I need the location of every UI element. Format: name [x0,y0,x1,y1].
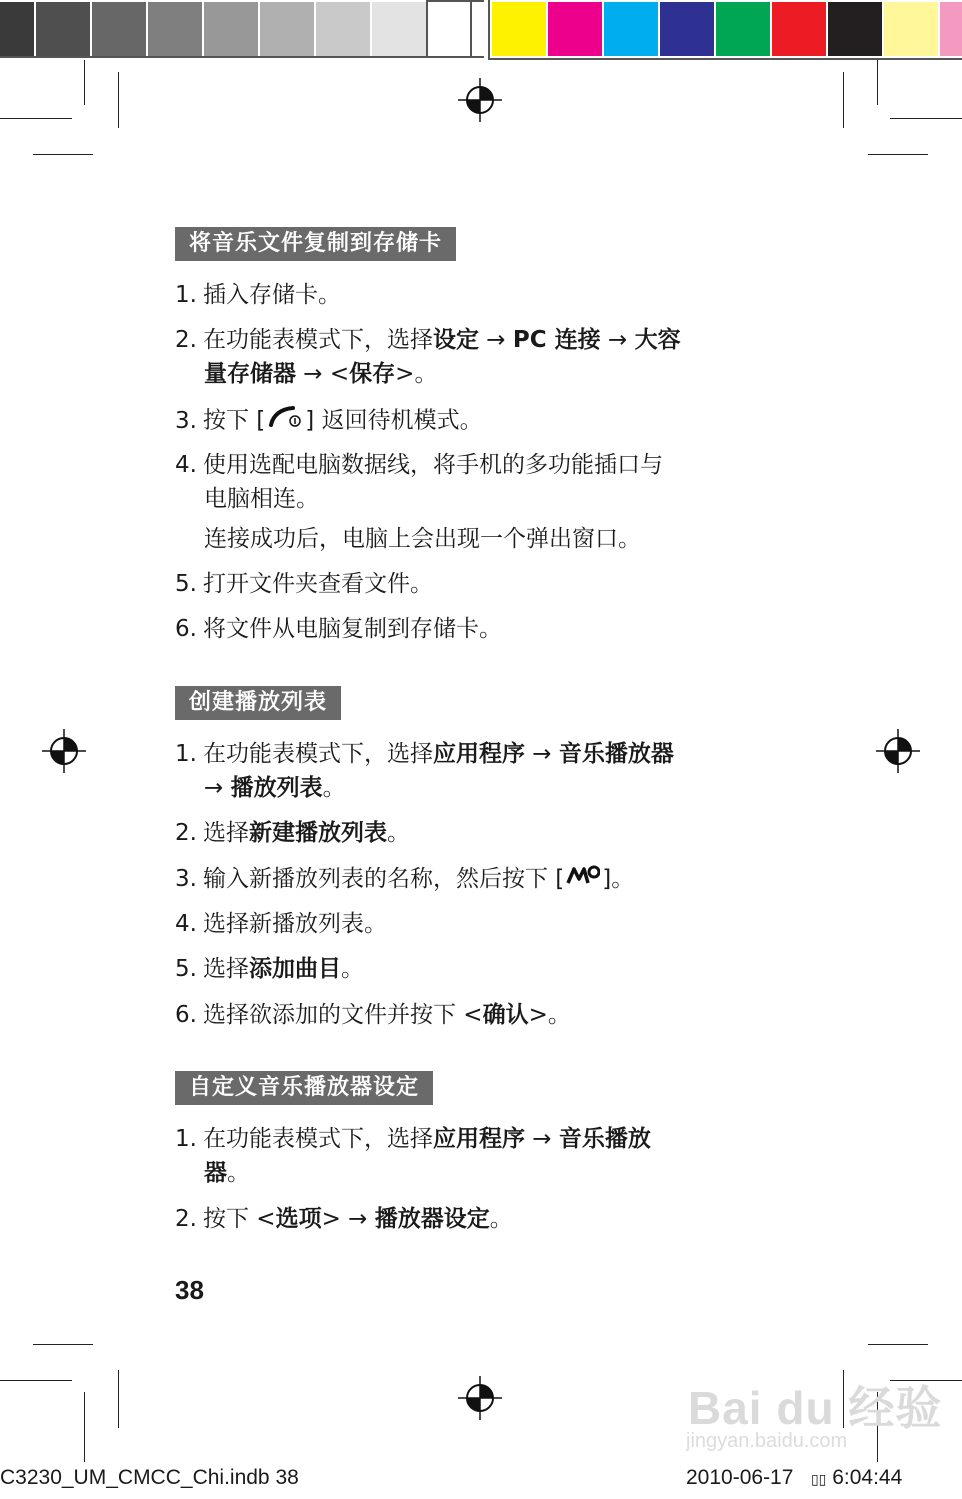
bar-frame [470,2,490,56]
list-item: 3. 按下 [ ] 返回待机模式。 [175,403,775,439]
page-number: 38 [175,1275,204,1305]
list-item: 1. 插入存储卡。 [175,282,341,308]
list-item-continuation: 器。 [204,1160,250,1186]
list-item: 5. 选择添加曲目。 [175,956,364,982]
crop-mark [868,1344,928,1345]
list-item: 1. 在功能表模式下，选择应用程序 → 音乐播放器 [175,741,674,767]
list-item: 5. 打开文件夹查看文件。 [175,571,433,597]
crop-mark [33,154,93,155]
section-heading-copy-music: 将音乐文件复制到存储卡 [175,227,456,261]
watermark-logo-text: Bai du 经验 [688,1382,943,1434]
baidu-watermark [680,1352,943,1462]
list-item: 1. 在功能表模式下，选择应用程序 → 音乐播放 [175,1126,651,1152]
crop-mark [118,1370,119,1428]
list-item: 4. 选择新播放列表。 [175,911,387,937]
list-item-continuation: → 播放列表。 [204,775,346,801]
crop-mark [118,72,119,128]
ok-key-icon [566,863,600,897]
watermark-url: jingyan.baidu.com [686,1430,848,1452]
list-item: 2. 按下 <选项> → 播放器设定。 [175,1206,513,1232]
crop-mark [84,60,85,105]
section-heading-create-playlist: 创建播放列表 [175,686,341,720]
registration-mark-icon [458,78,502,122]
slug-datetime: 2010-06-17 ▯▯ 6:04:44 [686,1466,903,1489]
list-item-continuation: 连接成功后，电脑上会出现一个弹出窗口。 [204,526,641,552]
list-item: 6. 选择欲添加的文件并按下 <确认>。 [175,1002,571,1028]
registration-mark-icon [42,729,86,773]
crop-mark [84,1392,85,1462]
bar-frame [0,0,472,58]
section-heading-player-settings: 自定义音乐播放器设定 [175,1071,433,1105]
list-item: 2. 在功能表模式下，选择设定 → PC 连接 → 大容 [175,327,681,353]
list-item: 4. 使用选配电脑数据线，将手机的多功能插口与 [175,452,663,478]
list-item: 6. 将文件从电脑复制到存储卡。 [175,616,502,642]
crop-mark [890,118,962,119]
crop-mark [33,1344,93,1345]
list-item: 3. 输入新播放列表的名称，然后按下 [ ]。 [175,862,775,897]
list-item-continuation: 电脑相连。 [204,486,319,512]
crop-mark [0,1380,72,1381]
crop-mark [843,72,844,128]
crop-mark [0,118,72,119]
bar-frame [488,0,962,60]
crop-mark [877,60,878,105]
registration-mark-icon [458,1376,502,1420]
crop-mark [868,154,928,155]
color-calibration-bar [0,0,962,60]
slug-filename: C3230_UM_CMCC_Chi.indb 38 [0,1466,299,1489]
end-call-key-icon [267,403,303,439]
list-item: 2. 选择新建播放列表。 [175,820,410,846]
registration-mark-icon [876,729,920,773]
list-item-continuation: 量存储器 → <保存>。 [204,361,438,387]
